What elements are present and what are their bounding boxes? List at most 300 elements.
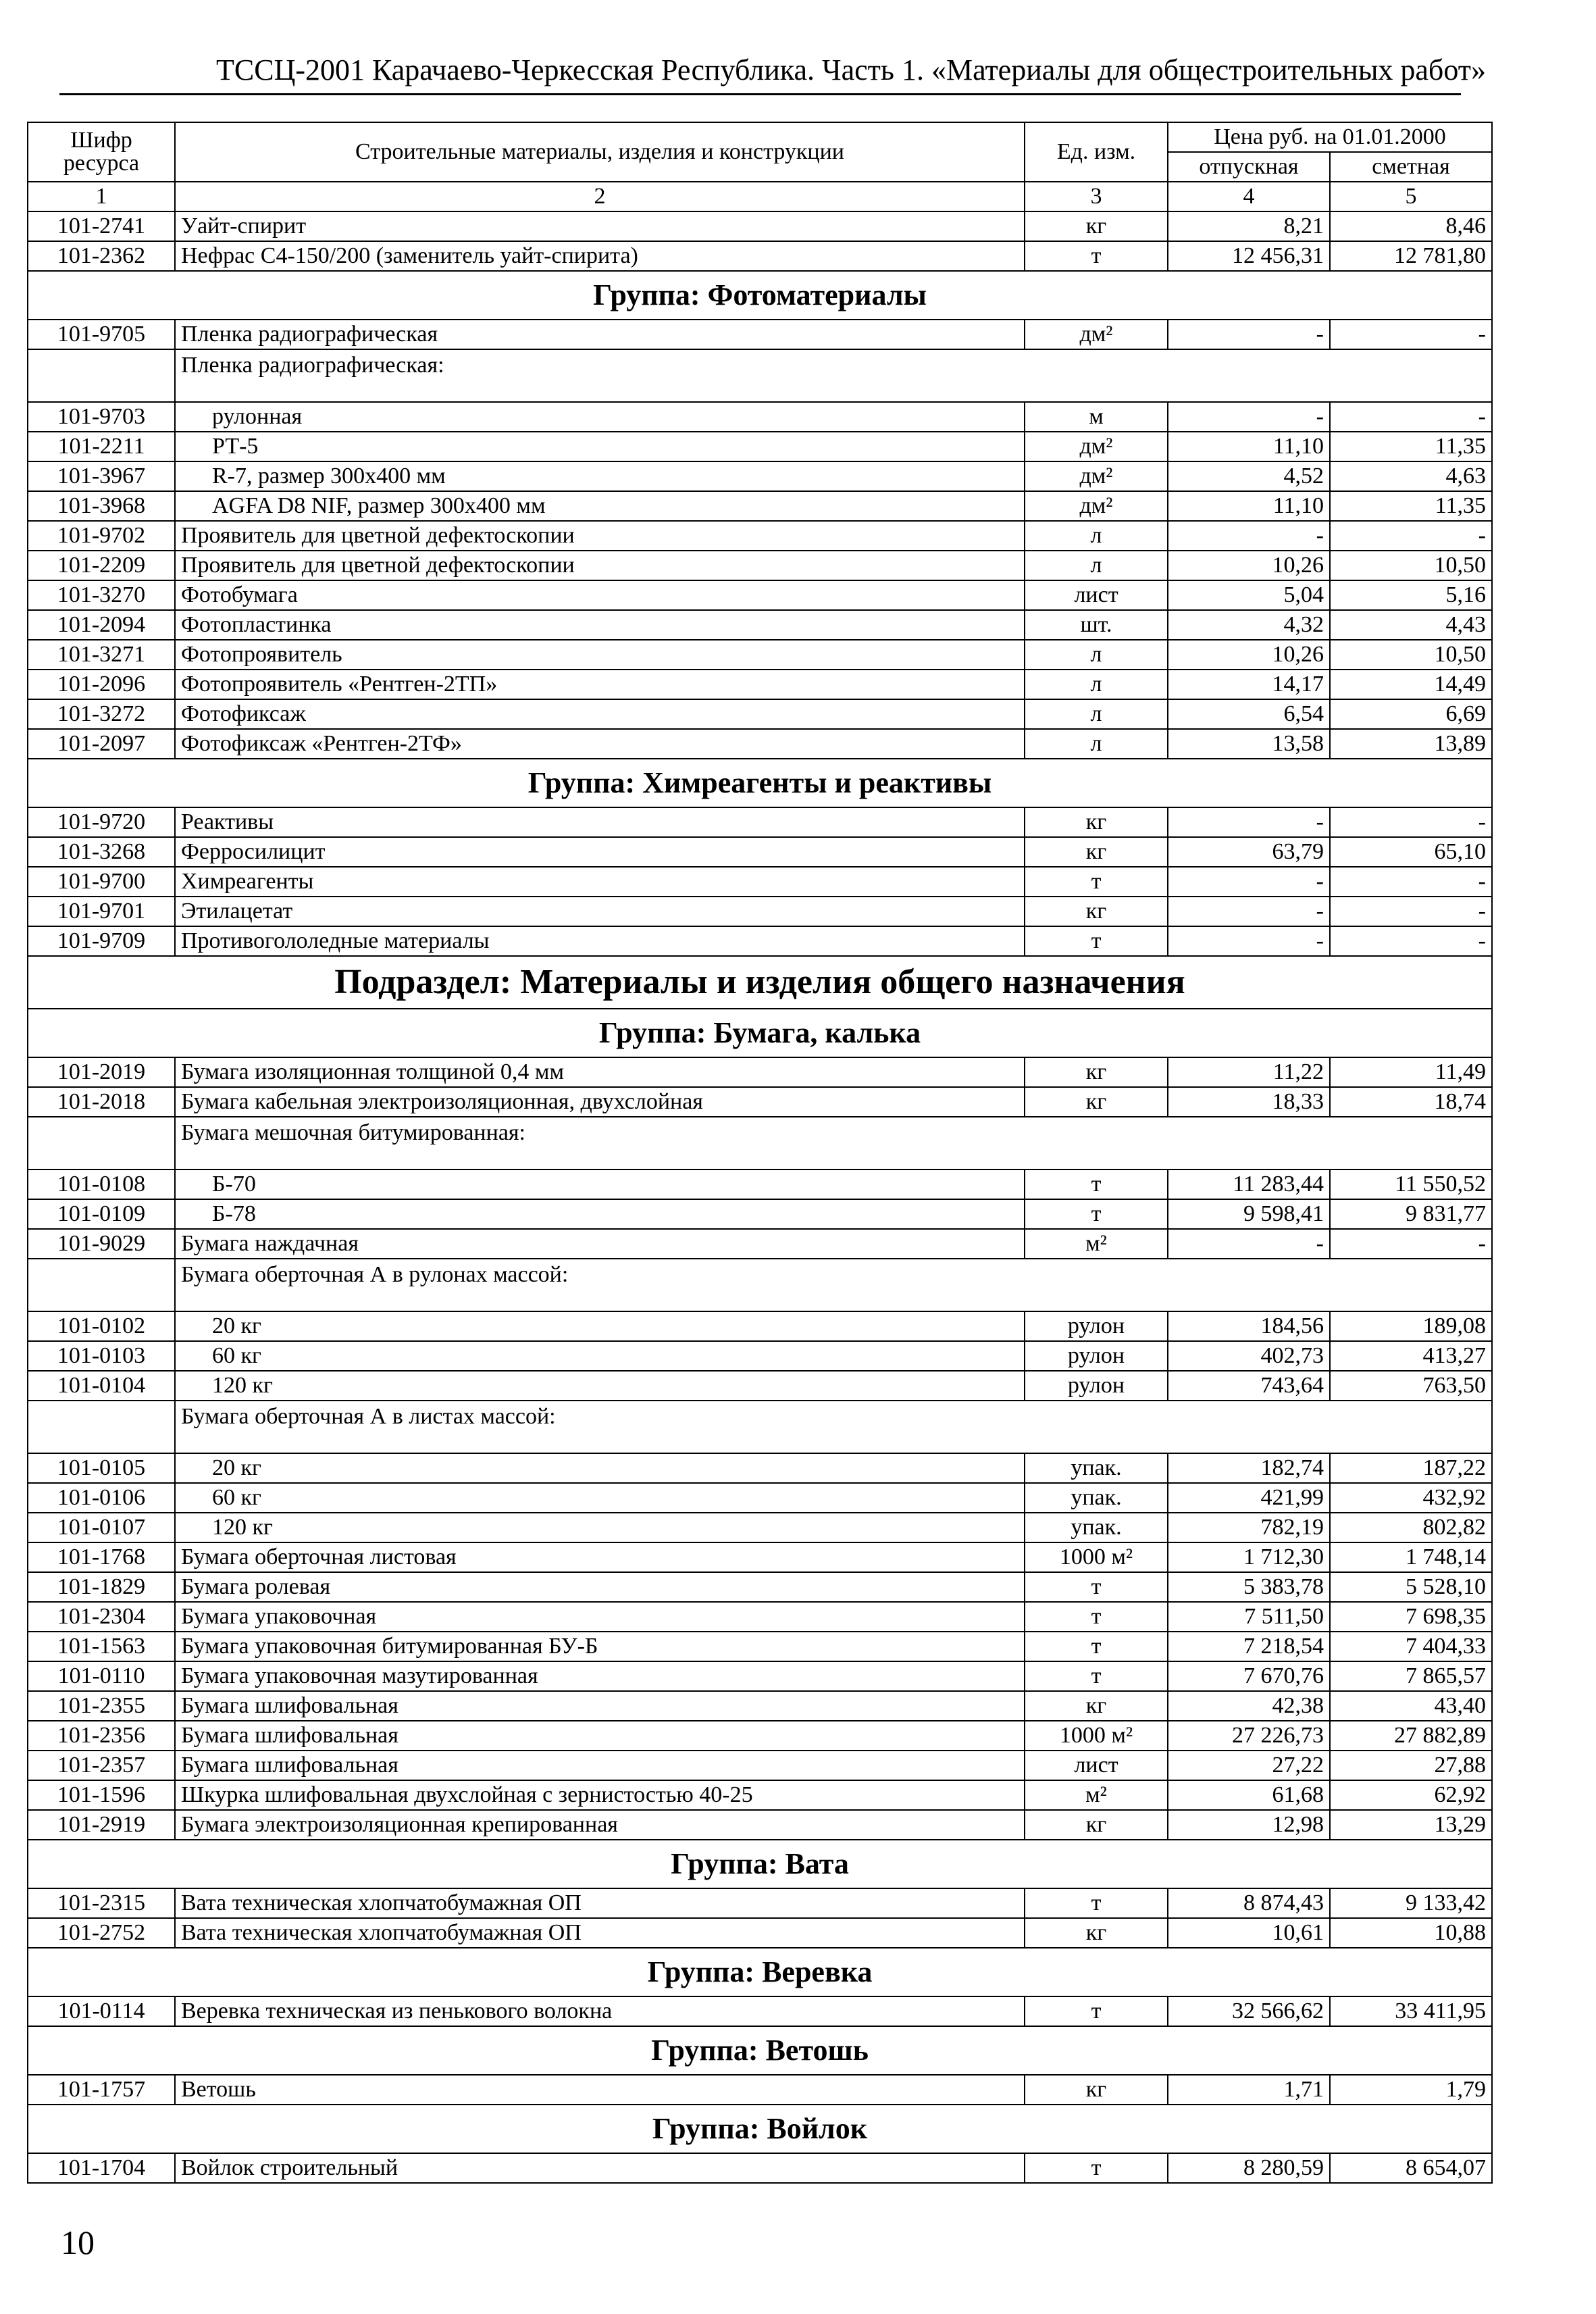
material-name-text: Этилацетат (181, 899, 293, 924)
material-name (175, 1087, 1025, 1117)
column-number-5: 5 (1330, 182, 1492, 211)
release-price: 13,58 (1168, 729, 1330, 759)
resource-code: 101-2211 (28, 432, 175, 461)
resource-code: 101-0106 (28, 1483, 175, 1513)
category-name: Бумага мешочная битумированная: (175, 1117, 1492, 1169)
release-price: 6,54 (1168, 699, 1330, 729)
estimate-price: 10,50 (1330, 640, 1492, 670)
material-name-text: Шкурка шлифовальная двухслойная с зернистостью 40-25 (181, 1782, 753, 1807)
release-price: 11,10 (1168, 432, 1330, 461)
resource-code: 101-9709 (28, 926, 175, 956)
material-name (175, 1199, 1025, 1229)
resource-code: 101-3268 (28, 837, 175, 867)
material-name-text: Бумага изоляционная толщиной 0,4 мм (181, 1059, 564, 1084)
category-row (28, 349, 1492, 402)
estimate-price: 802,82 (1330, 1513, 1492, 1542)
material-name (175, 1453, 1025, 1483)
material-name (175, 1888, 1025, 1918)
material-name-text: Б-78 (212, 1201, 256, 1226)
unit-of-measure: т (1025, 1572, 1168, 1602)
unit-of-measure: кг (1025, 1057, 1168, 1087)
table-row (28, 1341, 1492, 1371)
material-name-text: Ветошь (181, 2077, 256, 2102)
category-code-cell (28, 1117, 175, 1169)
estimate-price: 4,63 (1330, 461, 1492, 491)
resource-code: 101-2919 (28, 1810, 175, 1840)
release-price: 12 456,31 (1168, 241, 1330, 271)
table-row (28, 926, 1492, 956)
unit-of-measure: т (1025, 1661, 1168, 1691)
group-heading-row (28, 1840, 1492, 1888)
material-name (175, 241, 1025, 271)
estimate-price: 11,49 (1330, 1057, 1492, 1087)
estimate-price: 27,88 (1330, 1751, 1492, 1780)
table-row (28, 1199, 1492, 1229)
group-heading-row (28, 1009, 1492, 1057)
estimate-price: 7 404,33 (1330, 1632, 1492, 1661)
category-name: Бумага оберточная А в рулонах массой: (175, 1259, 1492, 1311)
estimate-price: - (1330, 1229, 1492, 1259)
unit-of-measure: упак. (1025, 1453, 1168, 1483)
material-name (175, 897, 1025, 926)
release-price: - (1168, 320, 1330, 349)
material-name-text: Бумага наждачная (181, 1231, 359, 1256)
table-row (28, 699, 1492, 729)
unit-of-measure: л (1025, 699, 1168, 729)
release-price: 63,79 (1168, 837, 1330, 867)
material-name-text: Бумага оберточная листовая (181, 1544, 457, 1569)
group-heading: Группа: Фотоматериалы (28, 271, 1492, 320)
table-row (28, 1810, 1492, 1840)
release-price: - (1168, 521, 1330, 551)
resource-code: 101-2357 (28, 1751, 175, 1780)
resource-code: 101-0103 (28, 1341, 175, 1371)
header-name: Строительные материалы, изделия и конструкции (175, 122, 1025, 182)
column-number-4: 4 (1168, 182, 1330, 211)
unit-of-measure: кг (1025, 1810, 1168, 1840)
unit-of-measure: лист (1025, 580, 1168, 610)
material-name (175, 1542, 1025, 1572)
material-name-text: R-7, размер 300х400 мм (212, 463, 446, 488)
estimate-price: - (1330, 897, 1492, 926)
material-name-text: Реактивы (181, 809, 274, 834)
release-price: - (1168, 897, 1330, 926)
material-name (175, 1721, 1025, 1751)
release-price: 11 283,44 (1168, 1169, 1330, 1199)
resource-code: 101-9029 (28, 1229, 175, 1259)
table-row (28, 1721, 1492, 1751)
material-name-text: Пленка радиографическая (181, 322, 438, 347)
material-name (175, 1513, 1025, 1542)
unit-of-measure: кг (1025, 1087, 1168, 1117)
release-price: 4,52 (1168, 461, 1330, 491)
table-row (28, 1542, 1492, 1572)
header-price: Цена руб. на 01.01.2000 (1168, 122, 1492, 152)
table-row (28, 867, 1492, 897)
resource-code: 101-2018 (28, 1087, 175, 1117)
unit-of-measure: т (1025, 241, 1168, 271)
unit-of-measure: рулон (1025, 1341, 1168, 1371)
header-unit: Ед. изм. (1025, 122, 1168, 182)
resource-code: 101-2304 (28, 1602, 175, 1632)
material-name (175, 670, 1025, 699)
estimate-price: 8 654,07 (1330, 2153, 1492, 2183)
material-name (175, 1602, 1025, 1632)
table-row (28, 1371, 1492, 1401)
resource-code: 101-1757 (28, 2075, 175, 2105)
material-name (175, 807, 1025, 837)
estimate-price: 11 550,52 (1330, 1169, 1492, 1199)
release-price: 782,19 (1168, 1513, 1330, 1542)
material-name-text: Бумага упаковочная мазутированная (181, 1663, 538, 1688)
release-price: 10,61 (1168, 1918, 1330, 1948)
material-name (175, 1483, 1025, 1513)
category-code-cell (28, 1259, 175, 1311)
resource-code: 101-0107 (28, 1513, 175, 1542)
resource-code: 101-9705 (28, 320, 175, 349)
estimate-price: 1,79 (1330, 2075, 1492, 2105)
material-name (175, 320, 1025, 349)
estimate-price: 18,74 (1330, 1087, 1492, 1117)
release-price: 1 712,30 (1168, 1542, 1330, 1572)
release-price: - (1168, 402, 1330, 432)
unit-of-measure: 1000 м² (1025, 1542, 1168, 1572)
release-price: 8 280,59 (1168, 2153, 1330, 2183)
material-name-text: Бумага шлифовальная (181, 1723, 398, 1748)
table-row (28, 521, 1492, 551)
subsection-heading: Подраздел: Материалы и изделия общего назначения (28, 956, 1492, 1009)
group-heading-row (28, 759, 1492, 807)
table-row (28, 729, 1492, 759)
material-name-text: Проявитель для цветной дефектоскопии (181, 523, 575, 548)
material-name (175, 521, 1025, 551)
resource-code: 101-3967 (28, 461, 175, 491)
estimate-price: 9 133,42 (1330, 1888, 1492, 1918)
table-row (28, 1229, 1492, 1259)
release-price: 7 670,76 (1168, 1661, 1330, 1691)
estimate-price: 65,10 (1330, 837, 1492, 867)
unit-of-measure: лист (1025, 1751, 1168, 1780)
table-row (28, 402, 1492, 432)
release-price: 182,74 (1168, 1453, 1330, 1483)
release-price: 61,68 (1168, 1780, 1330, 1810)
material-name-text: 60 кг (212, 1343, 261, 1368)
column-number-2: 2 (175, 182, 1025, 211)
material-name-text: Фотобумага (181, 582, 298, 607)
estimate-price: 10,88 (1330, 1918, 1492, 1948)
unit-of-measure: т (1025, 1888, 1168, 1918)
release-price: 10,26 (1168, 640, 1330, 670)
resource-code: 101-3968 (28, 491, 175, 521)
release-price: 402,73 (1168, 1341, 1330, 1371)
resource-code: 101-9720 (28, 807, 175, 837)
material-name (175, 1057, 1025, 1087)
material-name-text: Вата техническая хлопчатобумажная ОП (181, 1890, 582, 1915)
resource-code: 101-0109 (28, 1199, 175, 1229)
unit-of-measure: л (1025, 670, 1168, 699)
material-name-text: Бумага упаковочная битумированная БУ-Б (181, 1634, 598, 1659)
column-number-3: 3 (1025, 182, 1168, 211)
release-price: 743,64 (1168, 1371, 1330, 1401)
resource-code: 101-2209 (28, 551, 175, 580)
estimate-price: 763,50 (1330, 1371, 1492, 1401)
material-name-text: 20 кг (212, 1313, 261, 1338)
table-row (28, 551, 1492, 580)
resource-code: 101-2356 (28, 1721, 175, 1751)
estimate-price: 8,46 (1330, 211, 1492, 241)
resource-code: 101-9703 (28, 402, 175, 432)
unit-of-measure: м (1025, 402, 1168, 432)
estimate-price: 14,49 (1330, 670, 1492, 699)
page-number: 10 (61, 2223, 95, 2261)
table-row (28, 1691, 1492, 1721)
table-row (28, 837, 1492, 867)
unit-of-measure: т (1025, 926, 1168, 956)
resource-code: 101-1704 (28, 2153, 175, 2183)
header-price-estimate: сметная (1330, 152, 1492, 182)
resource-code: 101-0108 (28, 1169, 175, 1199)
table-row (28, 1661, 1492, 1691)
header-code: Шифр ресурса (28, 122, 175, 182)
resource-code: 101-2096 (28, 670, 175, 699)
material-name (175, 491, 1025, 521)
material-name (175, 1169, 1025, 1199)
unit-of-measure: т (1025, 2153, 1168, 2183)
estimate-price: 432,92 (1330, 1483, 1492, 1513)
estimate-price: 5,16 (1330, 580, 1492, 610)
table-row (28, 807, 1492, 837)
resource-code: 101-9700 (28, 867, 175, 897)
unit-of-measure: дм² (1025, 320, 1168, 349)
material-name-text: 120 кг (212, 1373, 273, 1398)
unit-of-measure: рулон (1025, 1371, 1168, 1401)
unit-of-measure: дм² (1025, 461, 1168, 491)
material-name (175, 402, 1025, 432)
table-row (28, 1918, 1492, 1948)
release-price: 7 511,50 (1168, 1602, 1330, 1632)
unit-of-measure: упак. (1025, 1513, 1168, 1542)
resource-code: 101-0110 (28, 1661, 175, 1691)
table-row (28, 1751, 1492, 1780)
unit-of-measure: дм² (1025, 432, 1168, 461)
material-name (175, 729, 1025, 759)
unit-of-measure: рулон (1025, 1311, 1168, 1341)
resource-code: 101-2362 (28, 241, 175, 271)
release-price: 14,17 (1168, 670, 1330, 699)
table-row (28, 1169, 1492, 1199)
estimate-price: - (1330, 867, 1492, 897)
material-name (175, 1229, 1025, 1259)
material-name-text: Фотопластинка (181, 612, 332, 637)
group-heading: Группа: Бумага, калька (28, 1009, 1492, 1057)
unit-of-measure: т (1025, 867, 1168, 897)
title-rule (59, 93, 1461, 95)
resource-code: 101-9702 (28, 521, 175, 551)
resource-code: 101-1829 (28, 1572, 175, 1602)
resource-code: 101-0104 (28, 1371, 175, 1401)
resource-code: 101-2315 (28, 1888, 175, 1918)
resource-code: 101-1768 (28, 1542, 175, 1572)
release-price: 7 218,54 (1168, 1632, 1330, 1661)
release-price: 11,10 (1168, 491, 1330, 521)
resource-code: 101-2097 (28, 729, 175, 759)
release-price: 5 383,78 (1168, 1572, 1330, 1602)
table-row (28, 670, 1492, 699)
resource-code: 101-2355 (28, 1691, 175, 1721)
material-name (175, 2153, 1025, 2183)
material-name (175, 1572, 1025, 1602)
material-name (175, 1918, 1025, 1948)
release-price: 12,98 (1168, 1810, 1330, 1840)
release-price: 11,22 (1168, 1057, 1330, 1087)
resource-code: 101-0105 (28, 1453, 175, 1483)
table-row (28, 461, 1492, 491)
release-price: 32 566,62 (1168, 1996, 1330, 2026)
resource-code: 101-3271 (28, 640, 175, 670)
resource-code: 101-2741 (28, 211, 175, 241)
resource-code: 101-3272 (28, 699, 175, 729)
release-price: 421,99 (1168, 1483, 1330, 1513)
unit-of-measure: л (1025, 640, 1168, 670)
material-name (175, 1341, 1025, 1371)
page-title: ТССЦ-2001 Карачаево-Черкесская Республика. Часть 1. «Материалы для общестроительных работ» (216, 53, 1486, 86)
estimate-price: 43,40 (1330, 1691, 1492, 1721)
material-name (175, 1780, 1025, 1810)
table-row (28, 580, 1492, 610)
estimate-price: 27 882,89 (1330, 1721, 1492, 1751)
category-row (28, 1259, 1492, 1311)
table-row (28, 211, 1492, 241)
estimate-price: 7 698,35 (1330, 1602, 1492, 1632)
material-name (175, 926, 1025, 956)
release-price: 8 874,43 (1168, 1888, 1330, 1918)
material-name-text: Химреагенты (181, 869, 314, 894)
material-name-text: Проявитель для цветной дефектоскопии (181, 553, 575, 578)
material-name-text: Бумага кабельная электроизоляционная, двухслойная (181, 1089, 703, 1114)
resource-code: 101-0102 (28, 1311, 175, 1341)
table-row (28, 1602, 1492, 1632)
group-heading: Группа: Химреагенты и реактивы (28, 759, 1492, 807)
material-name (175, 551, 1025, 580)
material-name (175, 580, 1025, 610)
material-name (175, 432, 1025, 461)
group-heading-row (28, 1948, 1492, 1996)
resource-code: 101-2752 (28, 1918, 175, 1948)
release-price: 5,04 (1168, 580, 1330, 610)
material-name-text: Бумага шлифовальная (181, 1693, 398, 1718)
material-name (175, 1751, 1025, 1780)
unit-of-measure: кг (1025, 2075, 1168, 2105)
group-heading: Группа: Войлок (28, 2105, 1492, 2153)
category-name: Бумага оберточная А в листах массой: (175, 1401, 1492, 1453)
release-price: 4,32 (1168, 610, 1330, 640)
resource-code: 101-1596 (28, 1780, 175, 1810)
table-row (28, 1453, 1492, 1483)
material-name-text: Нефрас С4-150/200 (заменитель уайт-спирита) (181, 243, 638, 268)
table-row (28, 2153, 1492, 2183)
table-row (28, 320, 1492, 349)
material-name-text: 20 кг (212, 1455, 261, 1480)
material-name-text: Вата техническая хлопчатобумажная ОП (181, 1920, 582, 1945)
estimate-price: 33 411,95 (1330, 1996, 1492, 2026)
estimate-price: 413,27 (1330, 1341, 1492, 1371)
group-heading-row (28, 2026, 1492, 2075)
material-name-text: Фотофиксаж (181, 701, 306, 726)
unit-of-measure: м² (1025, 1780, 1168, 1810)
material-name-text: Бумага электроизоляционная крепированная (181, 1812, 618, 1837)
estimate-price: - (1330, 320, 1492, 349)
estimate-price: 5 528,10 (1330, 1572, 1492, 1602)
header-price-release: отпускная (1168, 152, 1330, 182)
material-name-text: Фотопроявитель (181, 642, 342, 667)
unit-of-measure: т (1025, 1199, 1168, 1229)
category-row (28, 1117, 1492, 1169)
estimate-price: - (1330, 807, 1492, 837)
release-price: 1,71 (1168, 2075, 1330, 2105)
unit-of-measure: 1000 м² (1025, 1721, 1168, 1751)
material-name-text: Фотопроявитель «Рентген-2ТП» (181, 672, 498, 697)
estimate-price: 4,43 (1330, 610, 1492, 640)
unit-of-measure: т (1025, 1602, 1168, 1632)
table-row (28, 897, 1492, 926)
unit-of-measure: м² (1025, 1229, 1168, 1259)
column-number-1: 1 (28, 182, 175, 211)
unit-of-measure: шт. (1025, 610, 1168, 640)
material-name (175, 699, 1025, 729)
group-heading: Группа: Вата (28, 1840, 1492, 1888)
estimate-price: 12 781,80 (1330, 241, 1492, 271)
release-price: 10,26 (1168, 551, 1330, 580)
resource-code: 101-2094 (28, 610, 175, 640)
category-code-cell (28, 1401, 175, 1453)
estimate-price: 62,92 (1330, 1780, 1492, 1810)
unit-of-measure: л (1025, 521, 1168, 551)
unit-of-measure: т (1025, 1996, 1168, 2026)
table-row (28, 1483, 1492, 1513)
unit-of-measure: т (1025, 1169, 1168, 1199)
estimate-price: 1 748,14 (1330, 1542, 1492, 1572)
release-price: - (1168, 1229, 1330, 1259)
table-row (28, 1057, 1492, 1087)
material-name-text: Б-70 (212, 1172, 256, 1197)
release-price: 184,56 (1168, 1311, 1330, 1341)
table-row (28, 1513, 1492, 1542)
price-table (27, 122, 1493, 2184)
estimate-price: - (1330, 926, 1492, 956)
material-name (175, 1661, 1025, 1691)
unit-of-measure: л (1025, 729, 1168, 759)
material-name (175, 1311, 1025, 1341)
group-heading-row (28, 2105, 1492, 2153)
material-name (175, 1632, 1025, 1661)
material-name-text: Бумага упаковочная (181, 1604, 377, 1629)
material-name-text: Бумага ролевая (181, 1574, 331, 1599)
unit-of-measure: л (1025, 551, 1168, 580)
material-name-text: 60 кг (212, 1485, 261, 1510)
unit-of-measure: кг (1025, 1691, 1168, 1721)
material-name (175, 1810, 1025, 1840)
material-name-text: AGFA D8 NIF, размер 300х400 мм (212, 493, 546, 518)
table-row (28, 640, 1492, 670)
material-name-text: 120 кг (212, 1515, 273, 1540)
estimate-price: 13,89 (1330, 729, 1492, 759)
category-name: Пленка радиографическая: (175, 349, 1492, 402)
material-name-text: РТ-5 (212, 434, 259, 459)
estimate-price: 189,08 (1330, 1311, 1492, 1341)
resource-code: 101-3270 (28, 580, 175, 610)
release-price: 42,38 (1168, 1691, 1330, 1721)
material-name-text: Бумага шлифовальная (181, 1753, 398, 1778)
